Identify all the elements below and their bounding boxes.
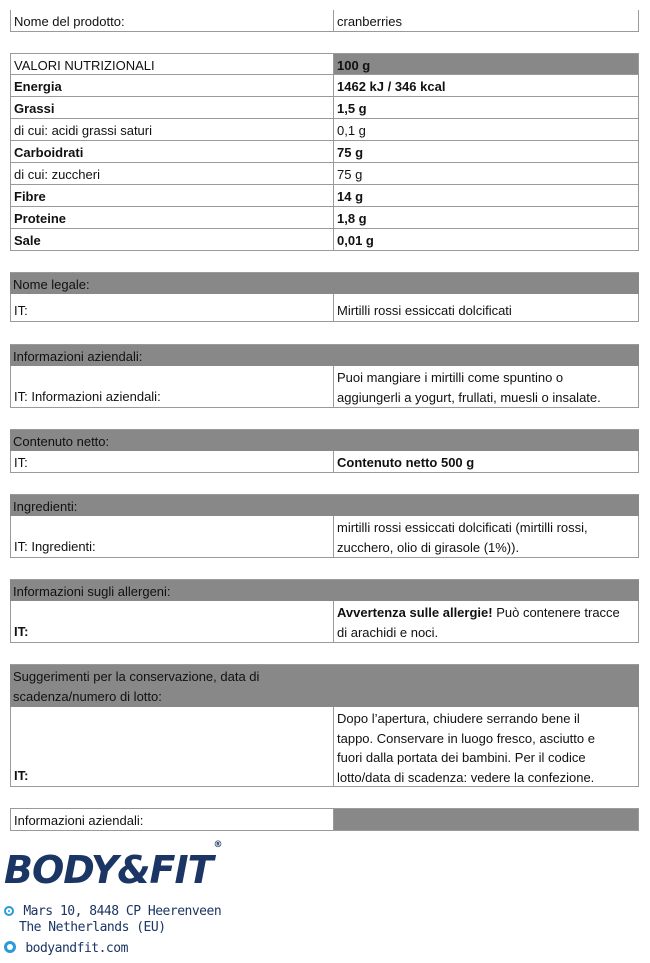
website-link[interactable]: bodyandfit.com [25,941,128,956]
storage-line: Dopo l’apertura, chiudere serrando bene il [337,711,580,726]
company-info-line: aggiungerli a yogurt, frullati, muesli o insalate. [337,389,601,405]
allergens-row [10,601,639,643]
allergens-header-text: Informazioni sugli allergeni: [13,584,171,599]
nutrition-row [10,75,639,97]
storage-header-text [10,665,639,707]
nutrition-header-label: VALORI NUTRIZIONALI [10,53,333,75]
nutrition-label: Fibre [10,185,333,207]
legal-name-header-text: Nome legale: [13,277,90,292]
company-info-value [333,366,639,408]
storage-line: tappo. Conservare in luogo fresco, asciutto e [337,730,595,746]
allergens-lang: IT: [10,601,333,643]
nutrition-label: Proteine [10,207,333,229]
allergens-line [337,603,635,623]
storage-header [10,664,639,707]
brand-logo-text: BODY&FIT [4,848,213,892]
nutrition-row [10,229,639,251]
company-info-2-row [10,808,639,831]
nutrition-row [10,97,639,119]
brand-logo [4,840,222,892]
storage-line: lotto/data di scadenza: vedere la confezione. [337,769,595,785]
allergy-warning-rest: Può contenere tracce [492,605,620,620]
nutrition-row [10,185,639,207]
nutrition-value: 1,8 g [333,207,639,229]
storage-header-line: Suggerimenti per la conservazione, data di [13,669,260,684]
ingredients-line: mirtilli rossi essiccati dolcificati (mirtilli rossi, [337,520,588,535]
net-content-header-text: Contenuto netto: [13,434,110,449]
ingredients-header [10,494,639,516]
nutrition-row [10,141,639,163]
legal-name-header [10,272,639,294]
storage-value [333,707,639,787]
legal-name-lang: IT: [10,294,333,322]
nutrition-label: di cui: acidi grassi saturi [10,119,333,141]
legal-name-row [10,294,639,322]
nutrition-header-row [10,53,639,75]
nutrition-value: 0,01 g [333,229,639,251]
nutrition-label: Sale [10,229,333,251]
nutrition-label: di cui: zuccheri [10,163,333,185]
storage-lang: IT: [10,707,333,787]
storage-row [10,707,639,787]
product-name-value: cranberries [333,10,639,32]
company-info-row [10,366,639,408]
nutrition-row [10,163,639,185]
company-info-header-text: Informazioni aziendali: [13,349,143,364]
net-content-value: Contenuto netto 500 g [333,451,639,473]
allergy-warning: Avvertenza sulle allergie! [337,605,493,620]
nutrition-label: Grassi [10,97,333,119]
nutrition-value: 75 g [333,163,639,185]
product-name-row [10,10,639,32]
net-content-lang: IT: [10,451,333,473]
address-line [4,920,221,936]
storage-header-line: scadenza/numero di lotto: [13,688,162,704]
nutrition-row [10,207,639,229]
nutrition-label: Energia [10,75,333,97]
net-content-row [10,451,639,473]
ingredients-row [10,516,639,558]
nutrition-header-value: 100 g [333,53,639,75]
address-line1: Mars 10, 8448 CP Heerenveen [23,904,222,919]
ingredients-lang: IT: Ingredienti: [10,516,333,558]
globe-icon [4,941,16,953]
registered-mark: ® [213,840,222,851]
nutrition-value: 14 g [333,185,639,207]
location-pin-icon [4,906,14,916]
net-content-header [10,429,639,451]
nutrition-label: Carboidrati [10,141,333,163]
allergens-value [333,601,639,643]
address-line [4,904,221,920]
company-info-2-label: Informazioni aziendali: [10,808,333,831]
product-name-label: Nome del prodotto: [10,10,333,32]
address-block [4,904,221,936]
allergens-header [10,579,639,601]
company-info-2-value [333,808,639,831]
nutrition-value: 1,5 g [333,97,639,119]
nutrition-value: 1462 kJ / 346 kcal [333,75,639,97]
allergens-line: di arachidi e noci. [337,624,439,640]
nutrition-row [10,119,639,141]
ingredients-header-text: Ingredienti: [13,499,78,514]
address-line2: The Netherlands (EU) [19,920,166,935]
company-info-line: Puoi mangiare i mirtilli come spuntino o [337,370,564,385]
storage-line: fuori dalla portata dei bambini. Per il codice [337,750,586,765]
ingredients-value [333,516,639,558]
company-info-header [10,344,639,366]
nutrition-value: 75 g [333,141,639,163]
website-row [4,940,128,956]
company-info-lang: IT: Informazioni aziendali: [10,366,333,408]
legal-name-value: Mirtilli rossi essiccati dolcificati [333,294,639,322]
nutrition-value: 0,1 g [333,119,639,141]
ingredients-line: zucchero, olio di girasole (1%)). [337,539,520,555]
